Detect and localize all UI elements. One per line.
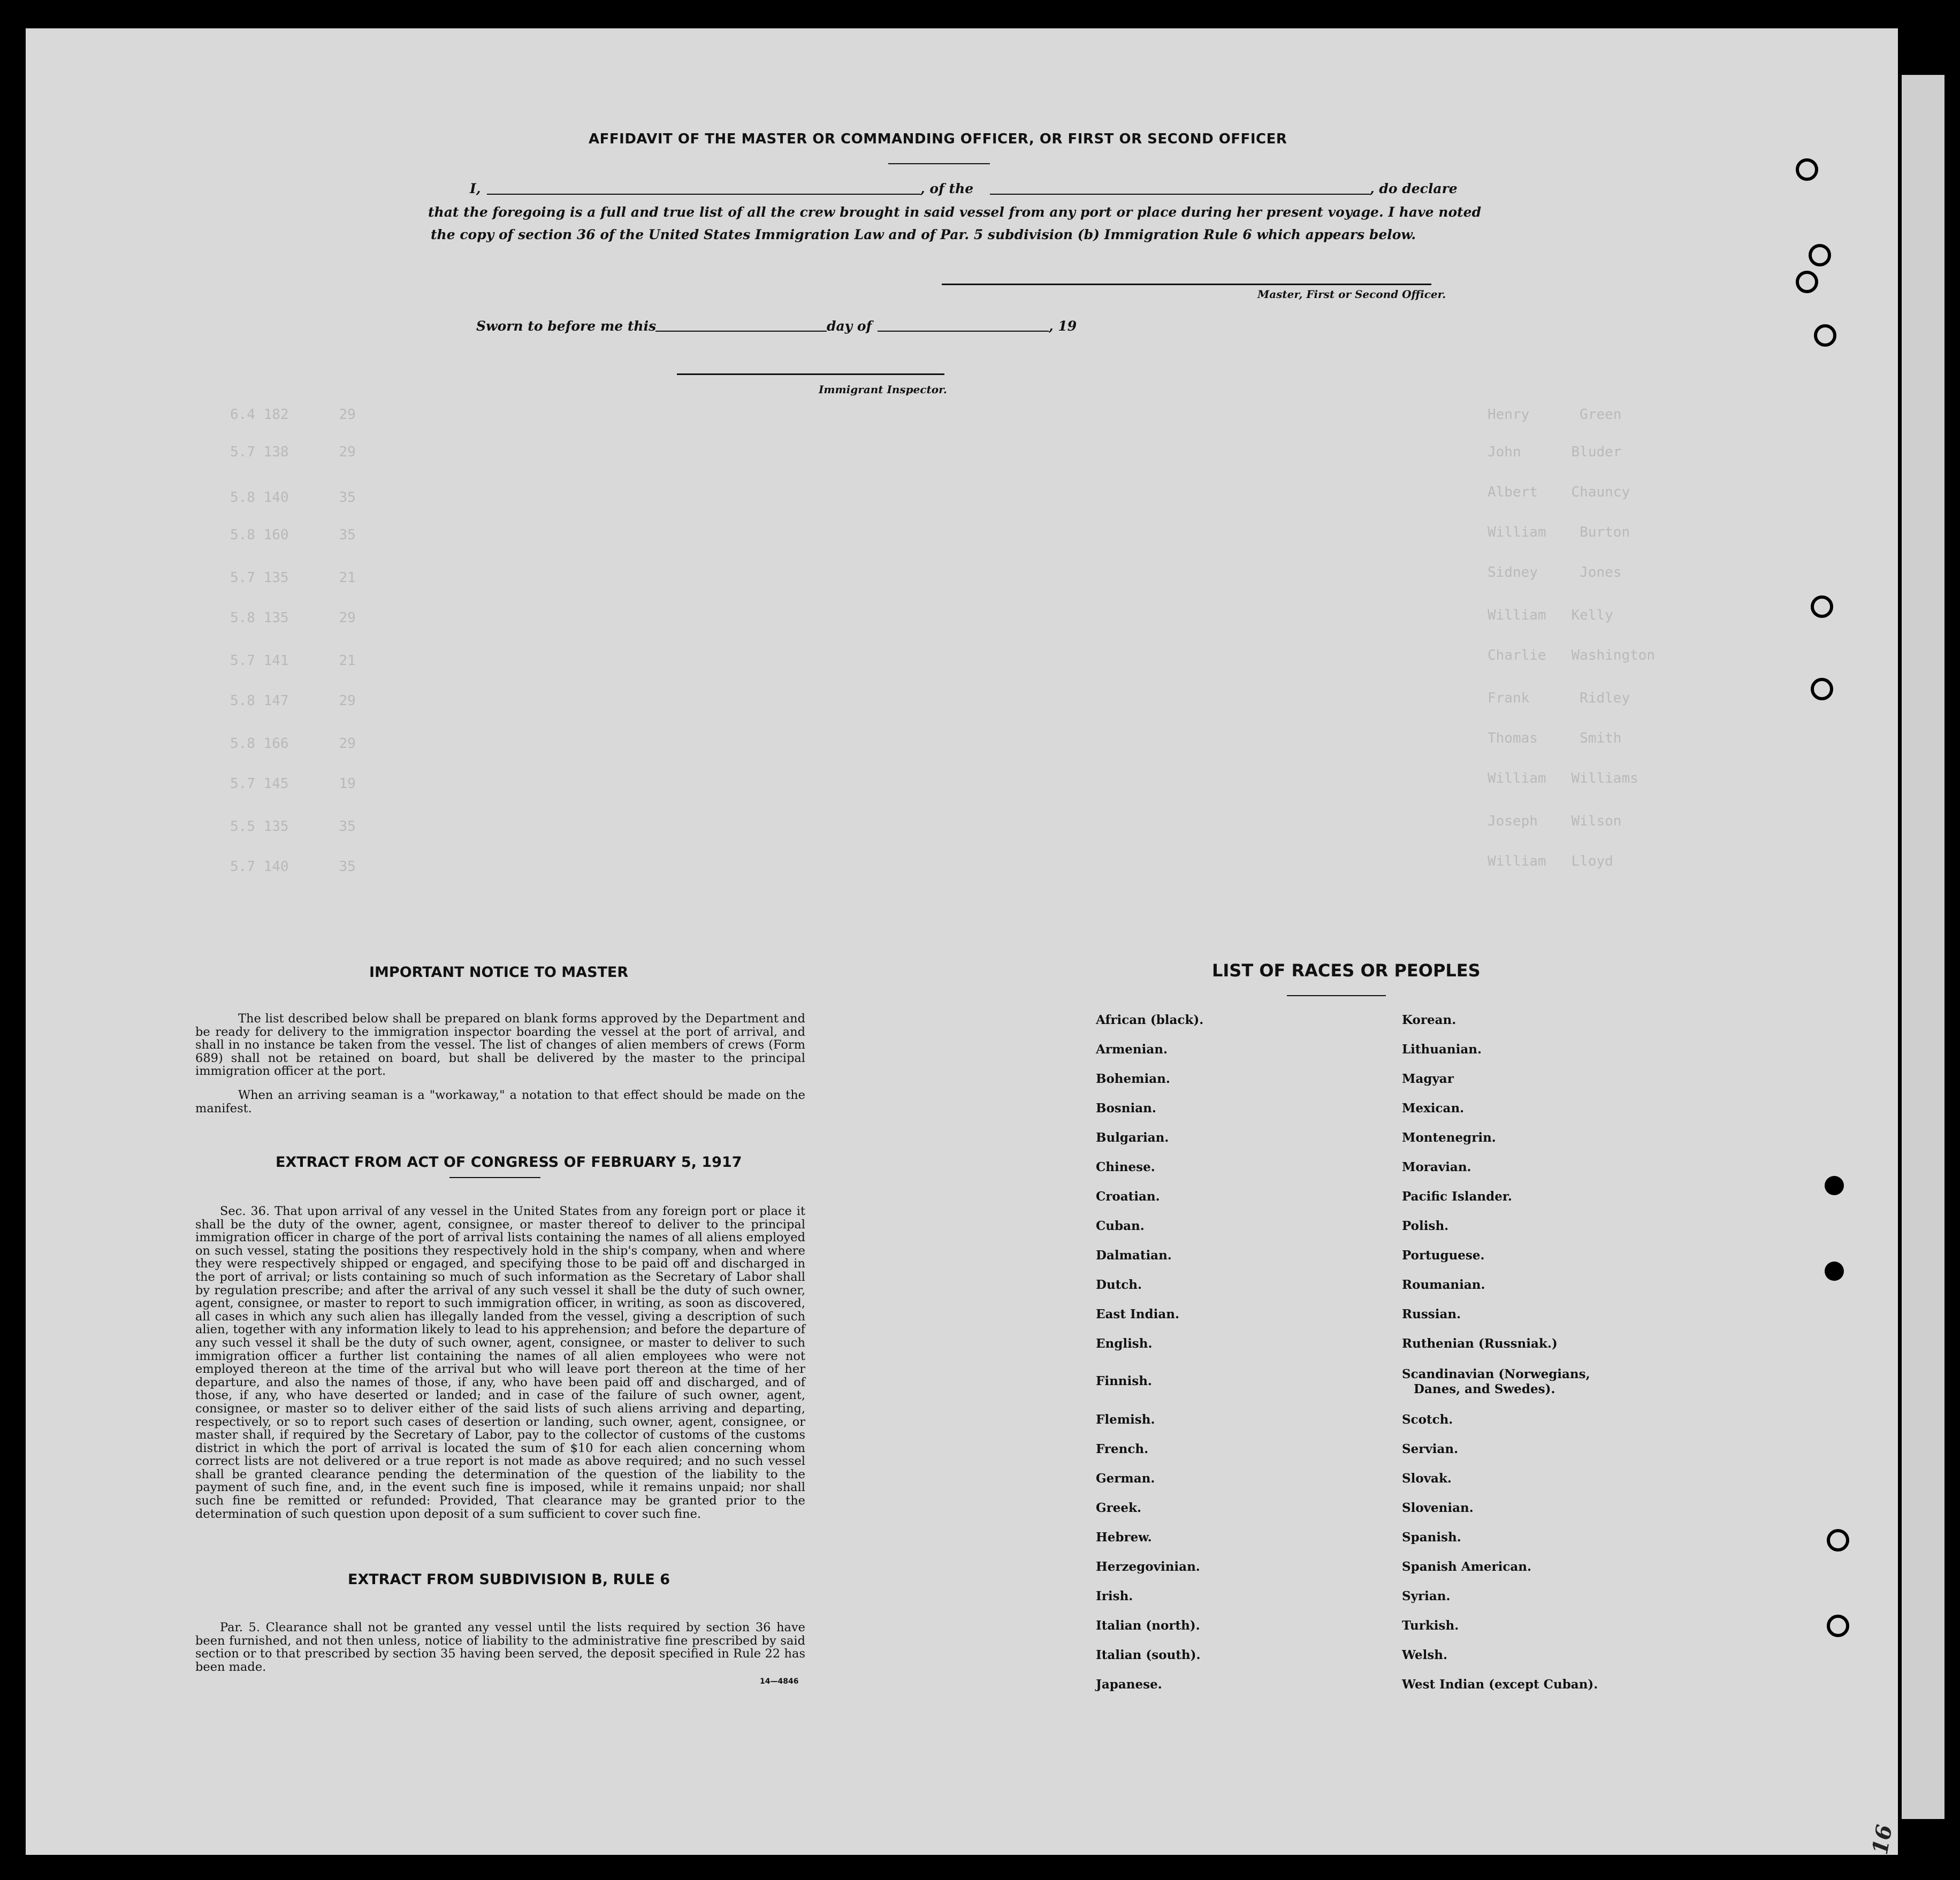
form-number: 14—4846 [760, 1677, 799, 1686]
master-signature-field[interactable] [942, 284, 1431, 285]
race-item: Chinese. [1096, 1160, 1155, 1174]
extract-rule-title: EXTRACT FROM SUBDIVISION B, RULE 6 [348, 1571, 670, 1588]
race-item: Servian. [1402, 1442, 1459, 1456]
race-item: German. [1096, 1471, 1155, 1486]
race-item: Dalmatian. [1096, 1248, 1172, 1263]
master-signature-label: Master, First or Second Officer. [1257, 288, 1446, 301]
race-item: Spanish American. [1402, 1560, 1532, 1574]
declarant-prefix: I, [470, 181, 481, 196]
race-item: Montenegrin. [1402, 1130, 1496, 1145]
binder-hole-icon [1809, 244, 1831, 266]
race-item: Moravian. [1402, 1160, 1471, 1174]
race-item: Portuguese. [1402, 1248, 1485, 1263]
of-the-label: , of the [920, 181, 974, 196]
binder-hole-icon [1811, 595, 1833, 618]
race-item: Herzegovinian. [1096, 1560, 1200, 1574]
race-item: Ruthenian (Russniak.) [1402, 1336, 1558, 1351]
race-item: Slovak. [1402, 1471, 1452, 1486]
race-item: Russian. [1402, 1307, 1461, 1321]
affidavit-title: AFFIDAVIT OF THE MASTER OR COMMANDING OFFICER, OR FIRST OR SECOND OFFICER [589, 131, 1287, 147]
race-item: Cuban. [1096, 1219, 1145, 1233]
race-item: Roumanian. [1402, 1278, 1485, 1292]
inspector-signature-field[interactable] [677, 373, 944, 375]
extract-rule-text: Par. 5. Clearance shall not be granted any vessel until the lists required by section 36 have been furnished, and not then unless, notice of liability to the administrative fine prescribed by said section or to that prescribed by section 35 having been served, the deposit specified in Rule 22 has been made. [195, 1621, 805, 1674]
race-item: Mexican. [1402, 1101, 1465, 1115]
race-item: Greek. [1096, 1501, 1141, 1515]
race-item: Pacific Islander. [1402, 1189, 1512, 1204]
sworn-prefix: Sworn to before me this [476, 318, 657, 334]
race-item: Danes, and Swedes). [1414, 1382, 1555, 1396]
manifest-sheet [24, 27, 1900, 1856]
inspector-label: Immigrant Inspector. [819, 383, 947, 396]
binder-hole-icon [1827, 1615, 1849, 1637]
race-item: French. [1096, 1442, 1149, 1456]
race-item: East Indian. [1096, 1307, 1179, 1321]
declarant-name-field[interactable] [487, 194, 920, 195]
extract-act-underline [449, 1177, 540, 1178]
notice-paragraph-1: The list described below shall be prepared on blank forms approved by the Department and be ready for delivery to the immigration inspector boarding the vessel at the port of arrival, and shall in no instance be taken from the vessel. The list of changes of alien members of crews (Form 689) shall not be retained on board, but shall be delivered by the master to the principal immigration officer at the port. [195, 1012, 805, 1079]
race-item: African (black). [1096, 1013, 1204, 1027]
statement-line-1: that the foregoing is a full and true list of all the crew brought in said vessel from any port or place during her present voyage. I have noted [428, 204, 1482, 220]
binder-hole-icon [1825, 1262, 1844, 1281]
race-item: Turkish. [1402, 1618, 1459, 1633]
binder-hole-icon [1796, 158, 1818, 181]
binder-hole-icon [1827, 1529, 1849, 1552]
race-item: Magyar [1402, 1072, 1454, 1086]
binder-hole-icon [1825, 1176, 1844, 1195]
sworn-month-field[interactable] [878, 331, 1049, 332]
race-item: Syrian. [1402, 1589, 1451, 1603]
extract-act-title: EXTRACT FROM ACT OF CONGRESS OF FEBRUARY 5, 1917 [276, 1154, 742, 1171]
race-item: Dutch. [1096, 1278, 1142, 1292]
statement-line-2: the copy of section 36 of the United States Immigration Law and of Par. 5 subdivision (b) Immigration Rule 6 which appears below. [431, 227, 1416, 242]
race-item: Flemish. [1096, 1412, 1155, 1427]
underlying-sheet-edge [1900, 75, 1944, 1819]
race-item: Bosnian. [1096, 1101, 1156, 1115]
margin-handwritten-mark: 16 [1867, 1823, 1897, 1856]
extract-act-text: Sec. 36. That upon arrival of any vessel in the United States from any foreign port or place it shall be the duty of the owner, agent, consignee, or master thereof to deliver to the principal immigration officer in charge of the port of arrival lists containing the names of all aliens employed on such vessel, stating the positions they respectively hold in the ship's company, when and where they were respectively shipped or engaged, and specifying those to be paid off and discharged in the port of arrival; or lists containing so much of such information as the Secretary of Labor shall by regulation prescribe; and after the arrival of any such vessel it shall be the duty of such owner, agent, consignee, or master to report to such immigration officer, in writing, as soon as discovered, all cases in which any such alien has illegally landed from the vessel, giving a description of such alien, together with any information likely to lead to his apprehension; and before the departure of any such vessel it shall be the duty of such owner, agent, consignee, or master to deliver to such immigration officer a further list containing the names of all alien employees who were not employed thereon at the time of the arrival but who will leave port thereon at the time of her departure, and also the names of those, if any, who have been paid off and discharged, and of those, if any, who have deserted or landed; and in case of the failure of such owner, agent, consignee, or master so to deliver either of the said lists of such aliens arriving and departing, respectively, or so to report such cases of desertion or landing, such owner, agent, consignee, or master shall, if required by the Secretary of Labor, pay to the collector of customs of the customs district in which the port of arrival is located the sum of $10 for each alien concerning whom correct lists are not delivered or a true report is not made as above required; and no such vessel shall be granted clearance pending the determination of the question of the liability to the payment of such fine, and, in the event such fine is imposed, while it remains unpaid; nor shall such fine be remitted or refunded: Provided, That clearance may be granted prior to the determination of such question upon deposit of a sum sufficient to cover such fine. [195, 1204, 805, 1521]
race-item: English. [1096, 1336, 1153, 1351]
race-item: Hebrew. [1096, 1530, 1152, 1545]
race-item: Welsh. [1402, 1648, 1448, 1662]
race-item: Scandinavian (Norwegians, [1402, 1367, 1590, 1381]
race-item: Polish. [1402, 1219, 1449, 1233]
binder-hole-icon [1811, 678, 1833, 700]
binder-hole-icon [1814, 324, 1836, 347]
race-item: Japanese. [1096, 1677, 1162, 1692]
race-item: Armenian. [1096, 1042, 1168, 1057]
binder-hole-icon [1796, 271, 1818, 293]
race-item: Irish. [1096, 1589, 1133, 1603]
race-item: Italian (north). [1096, 1618, 1200, 1633]
notice-title: IMPORTANT NOTICE TO MASTER [369, 964, 629, 981]
race-item: Lithuanian. [1402, 1042, 1482, 1057]
day-of-label: day of [827, 318, 872, 334]
notice-paragraph-2: When an arriving seaman is a "workaway," a notation to that effect should be made on the manifest. [195, 1088, 805, 1115]
race-item: Scotch. [1402, 1412, 1453, 1427]
race-item: Bohemian. [1096, 1072, 1170, 1086]
race-item: West Indian (except Cuban). [1402, 1677, 1598, 1692]
races-title: LIST OF RACES OR PEOPLES [1212, 960, 1481, 981]
vessel-name-field[interactable] [990, 194, 1370, 195]
sworn-day-field[interactable] [655, 331, 827, 332]
race-item: Finnish. [1096, 1374, 1152, 1388]
race-item: Korean. [1402, 1013, 1456, 1027]
race-item: Bulgarian. [1096, 1130, 1169, 1145]
do-declare-label: , do declare [1370, 181, 1458, 196]
race-item: Slovenian. [1402, 1501, 1474, 1515]
year-prefix: , 19 [1049, 318, 1077, 334]
race-item: Croatian. [1096, 1189, 1160, 1204]
race-item: Spanish. [1402, 1530, 1461, 1545]
title-underline [888, 163, 990, 164]
races-title-underline [1287, 995, 1386, 996]
race-item: Italian (south). [1096, 1648, 1201, 1662]
